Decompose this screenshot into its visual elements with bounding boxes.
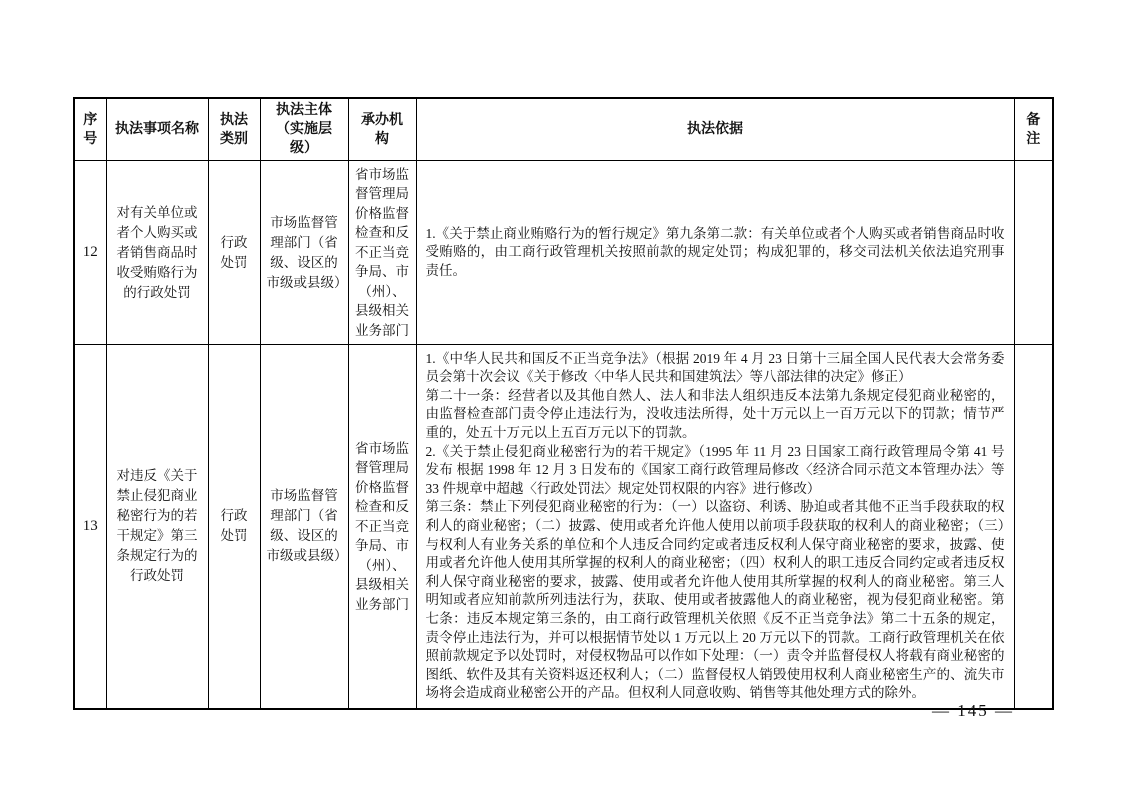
cell-basis xyxy=(416,345,1014,709)
table-row xyxy=(74,161,1053,345)
cell-item-name: 对有关单位或者个人购买或者销售商品时收受贿赂行为的行政处罚 xyxy=(106,161,208,345)
table-row xyxy=(74,345,1053,709)
col-header-remarks: 备注 xyxy=(1014,98,1053,161)
cell-subject: 市场监督管理部门（省级、设区的市级或县级） xyxy=(260,161,348,345)
col-header-category: 执法类别 xyxy=(208,98,260,161)
col-header-basis: 执法依据 xyxy=(416,98,1014,161)
cell-basis xyxy=(416,161,1014,345)
col-header-subject: 执法主体（实施层级） xyxy=(260,98,348,161)
cell-index: 13 xyxy=(74,345,106,709)
basis-paragraph: 1.《关于禁止商业贿赂行为的暂行规定》第九条第二款：有关单位或者个人购买或者销售商品时收受贿赂的，由工商行政管理机关按照前款的规定处罚；构成犯罪的，移交司法机关依法追究刑事责任。 xyxy=(425,225,1005,278)
basis-paragraph: 1.《中华人民共和国反不正当竞争法》（根据 2019 年 4 月 23 日第十三届全国人民代表大会常务委员会第十次会议《关于修改〈中华人民共和国建筑法〉等八部法律的决定》修正） xyxy=(425,350,1005,385)
cell-category: 行政处罚 xyxy=(208,345,260,709)
cell-agency: 省市场监督管理局价格监督检查和反不正当竞争局、市（州）、县级相关业务部门 xyxy=(348,345,416,709)
col-header-agency: 承办机构 xyxy=(348,98,416,161)
enforcement-matters-table xyxy=(73,97,1054,710)
basis-paragraph: 2.《关于禁止侵犯商业秘密行为的若干规定》（1995 年 11 月 23 日国家工商行政管理局令第 41 号发布 根据 1998 年 12 月 3 日发布的《国家工商行政管理局修改〈经济合同示范文本管理办法〉等 33 件规章中超越〈行政处罚法〉规定处罚权限的内容》进行修改） xyxy=(425,443,1005,496)
cell-item-name: 对违反《关于禁止侵犯商业秘密行为的若干规定》第三条规定行为的行政处罚 xyxy=(106,345,208,709)
cell-subject: 市场监督管理部门（省级、设区的市级或县级） xyxy=(260,345,348,709)
col-header-index: 序号 xyxy=(74,98,106,161)
cell-remarks xyxy=(1014,161,1053,345)
col-header-item-name: 执法事项名称 xyxy=(106,98,208,161)
basis-paragraph: 第三条：禁止下列侵犯商业秘密的行为：（一）以盗窃、利诱、胁迫或者其他不正当手段获取的权利人的商业秘密；（二）披露、使用或者允许他人使用以前项手段获取的权利人的商业秘密；（三）与权利人有业务关系的单位和个人违反合同约定或者违反权利人保守商业秘密的要求，披露、使用或者允许他人使用其所掌握的权利人的商业秘密；（四）权利人的职工违反合同约定或者违反权利人保守商业秘密的要求，披露、使用或者允许他人使用其所掌握的权利人的商业秘密。第三人明知或者应知前款所列违法行为，获取、使用或者披露他人的商业秘密，视为侵犯商业秘密。第七条：违反本规定第三条的，由工商行政管理机关依照《反不正当竞争法》第二十五条的规定，责令停止违法行为，并可以根据情节处以 1 万元以上 20 万元以下的罚款。工商行政管理机关在依照前款规定予以处罚时，对侵权物品可以作如下处理：（一）责令并监督侵权人将载有商业秘密的图纸、软件及其有关资料返还权利人；（二）监督侵权人销毁使用权利人商业秘密生产的、流失市场将会造成商业秘密公开的产品。但权利人同意收购、销售等其他处理方式的除外。 xyxy=(425,499,1005,701)
page-number: — 145 — xyxy=(932,701,1014,720)
cell-agency: 省市场监督管理局价格监督检查和反不正当竞争局、市（州）、县级相关业务部门 xyxy=(348,161,416,345)
cell-remarks xyxy=(1014,345,1053,709)
cell-index: 12 xyxy=(74,161,106,345)
basis-paragraph: 第二十一条：经营者以及其他自然人、法人和非法人组织违反本法第九条规定侵犯商业秘密的，由监督检查部门责令停止违法行为，没收违法所得，处十万元以上一百万元以下的罚款；情节严重的，处五十万元以上五百万元以下的罚款。 xyxy=(425,387,1005,440)
cell-category: 行政处罚 xyxy=(208,161,260,345)
table-header-row xyxy=(74,98,1053,161)
